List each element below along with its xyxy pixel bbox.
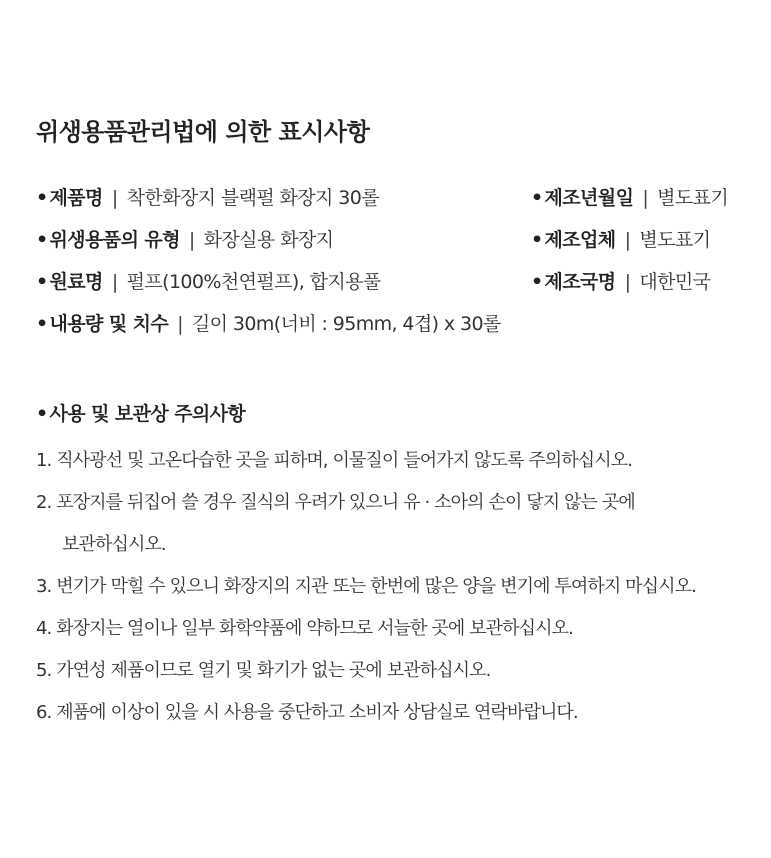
- spec-value: 화장실용 화장지: [203, 229, 334, 251]
- spec-value: 별도표기: [639, 229, 711, 251]
- spec-label: 제조년월일: [544, 187, 634, 209]
- page-title: 위생용품관리법에 의한 표시사항: [36, 118, 370, 146]
- separator: |: [642, 187, 649, 209]
- spec-label: 원료명: [49, 271, 103, 293]
- spec-row-manufacturer: [531, 224, 728, 266]
- separator: |: [624, 271, 631, 293]
- spec-row-product-name: [36, 182, 501, 224]
- caution-item: [36, 440, 756, 482]
- spec-row-country: [531, 266, 728, 308]
- spec-label: 제조국명: [544, 271, 616, 293]
- spec-list-left: [36, 182, 501, 350]
- spec-value: 착한화장지 블랙펄 화장지 30롤: [126, 187, 379, 209]
- spec-value: 펄프(100%천연펄프), 합지용풀: [126, 271, 381, 293]
- caution-item-text: 3. 변기가 막힐 수 있으니 화장지의 지관 또는 한번에 많은 양을 변기에 투여하지 마십시오.: [36, 576, 696, 597]
- spec-row-ingredients: [36, 266, 501, 308]
- caution-item-text: 4. 화장지는 열이나 일부 화학약품에 약하므로 서늘한 곳에 보관하십시오.: [36, 618, 573, 639]
- bullet: •: [36, 187, 48, 209]
- spec-row-contents-dimensions: [36, 308, 501, 350]
- spec-row-manufacture-date: [531, 182, 728, 224]
- caution-item-text: 5. 가연성 제품이므로 열기 및 화기가 없는 곳에 보관하십시오.: [36, 660, 491, 681]
- spec-row-product-type: [36, 224, 501, 266]
- spec-label: 제조업체: [544, 229, 616, 251]
- spec-label: 내용량 및 치수: [49, 313, 169, 335]
- spec-label: 제품명: [49, 187, 103, 209]
- caution-item: [36, 482, 756, 566]
- bullet: •: [531, 229, 543, 251]
- spec-label: 위생용품의 유형: [49, 229, 180, 251]
- separator: |: [111, 271, 118, 293]
- caution-item-continuation: 보관하십시오.: [62, 534, 166, 555]
- bullet: •: [36, 403, 48, 425]
- caution-item-text: 2. 포장지를 뒤집어 쓸 경우 질식의 우려가 있으니 유 · 소아의 손이 닿지 않는 곳에: [36, 492, 635, 513]
- caution-item: [36, 566, 756, 608]
- caution-heading-text: 사용 및 보관상 주의사항: [49, 403, 246, 425]
- separator: |: [111, 187, 118, 209]
- spec-value: 길이 30m(너비 : 95mm, 4겹) x 30롤: [191, 313, 501, 335]
- bullet: •: [531, 271, 543, 293]
- caution-heading: [36, 398, 756, 430]
- caution-item: [36, 608, 756, 650]
- bullet: •: [36, 313, 48, 335]
- caution-item: [36, 650, 756, 692]
- bullet: •: [531, 187, 543, 209]
- bullet: •: [36, 271, 48, 293]
- spec-list-right: [531, 182, 728, 308]
- separator: |: [177, 313, 183, 335]
- caution-item-text: 1. 직사광선 및 고온다습한 곳을 피하며, 이물질이 들어가지 않도록 주의하십시오.: [36, 450, 633, 471]
- spec-value: 대한민국: [639, 271, 711, 293]
- caution-section: [36, 398, 756, 734]
- caution-item-text: 6. 제품에 이상이 있을 시 사용을 중단하고 소비자 상담실로 연락바랍니다.: [36, 702, 578, 723]
- separator: |: [188, 229, 195, 251]
- bullet: •: [36, 229, 48, 251]
- caution-item: [36, 692, 756, 734]
- caution-list: [36, 440, 756, 734]
- spec-value: 별도표기: [657, 187, 729, 209]
- separator: |: [624, 229, 631, 251]
